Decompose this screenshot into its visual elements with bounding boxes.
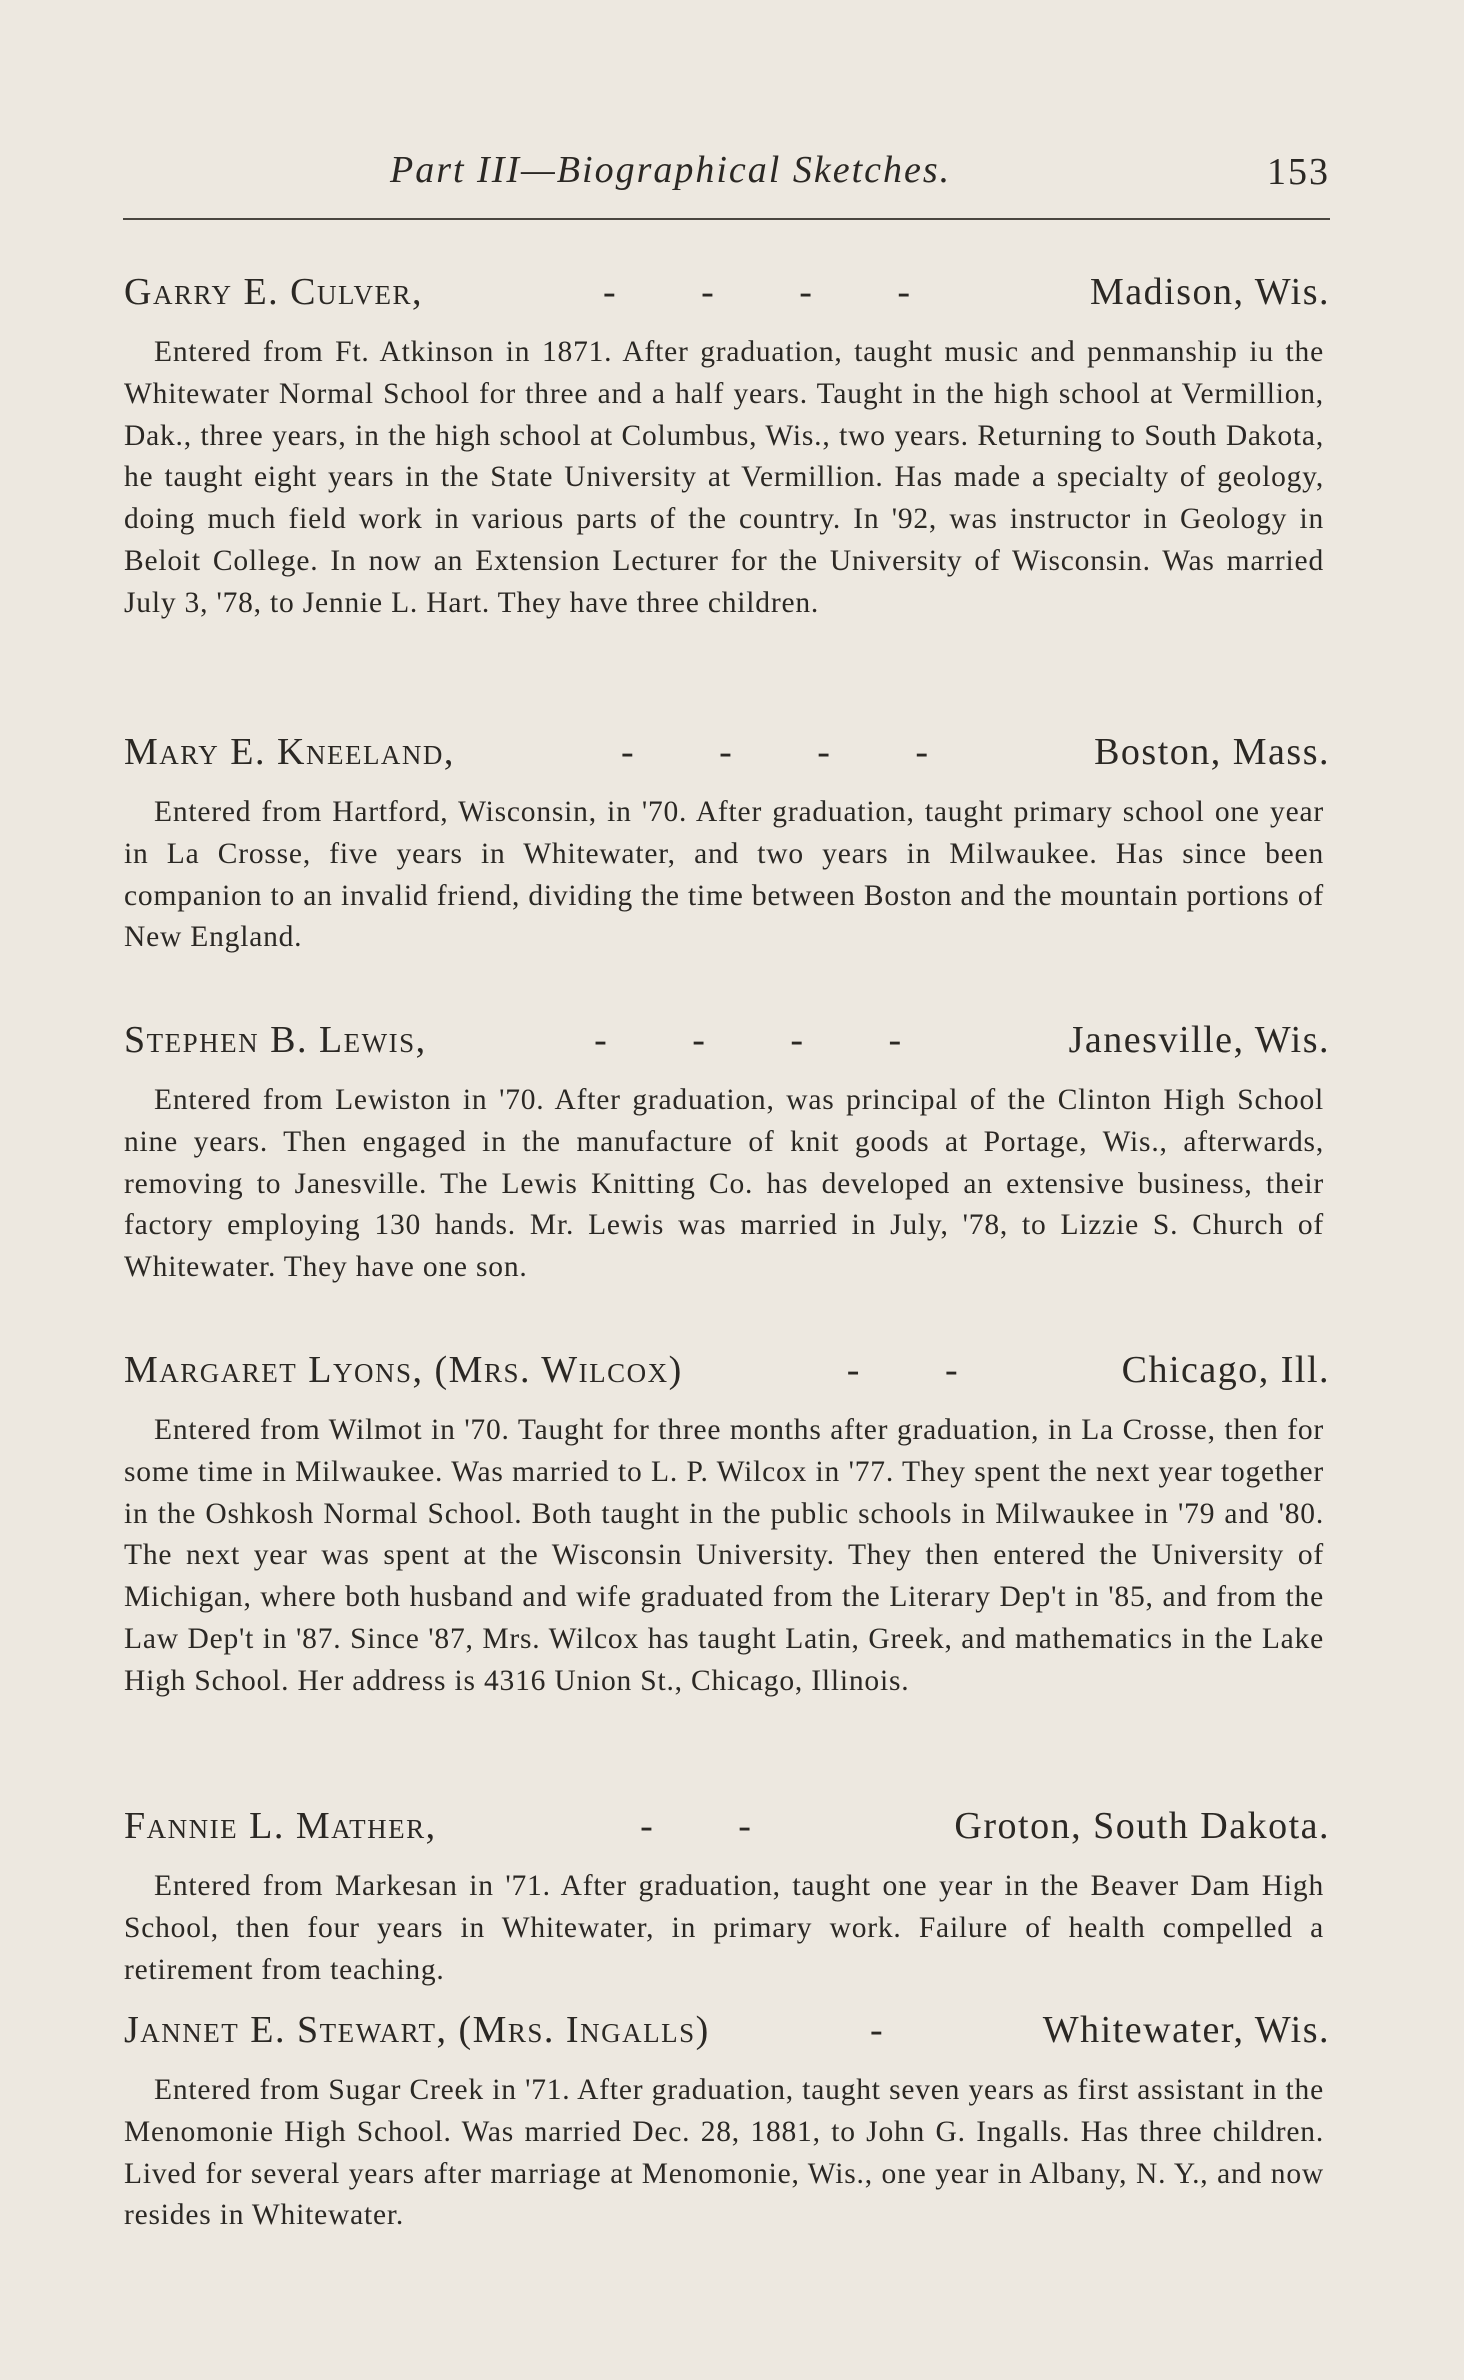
entry-dashes: - - - - (602, 271, 949, 313)
entry-text: Entered from Wilmot in '70. Taught for three months after graduation, in La Crosse, then for some time in Milwaukee. Was married to L. P. Wilcox in '77. They spent the next year together in the Oshkosh Normal School. Both taught in the public schools in Milwaukee in '79 and '80. The next year was spent at the Wisconsin University. They then entered the University of Michigan, where both husband and wife graduated from the Literary Dep't in '85, and from the Law Dep't in '87. Since '87, Mrs. Wilcox has taught Latin, Greek, and mathematics in the Lake High School. Her address is 4316 Union St., Chicago, Illinois. (124, 1414, 1324, 1697)
entry-place: Boston, Mass. (1094, 731, 1330, 773)
entry-place: Janesville, Wis. (1068, 1019, 1330, 1061)
entry-heading (124, 2006, 1330, 2054)
entry-name: Jannet E. Stewart, (Mrs. Ingalls) (124, 2009, 710, 2051)
entry-margaret-lyons (124, 1346, 1330, 1703)
entry-dashes: - - (640, 1805, 789, 1847)
entry-name: Fannie L. Mather, (124, 1805, 437, 1847)
entry-dashes: - (869, 2009, 921, 2051)
entry-heading (124, 1346, 1330, 1394)
entry-jannet-stewart (124, 2006, 1330, 2237)
entry-mary-kneeland (124, 728, 1330, 959)
entry-dashes: - - - - (620, 731, 967, 773)
entry-text: Entered from Lewiston in '70. After graduation, was principal of the Clinton High School nine years. Then engaged in the manufacture of knit goods at Portage, Wis., afterwards, removing to Janesville. The Lewis Knitting Co. has developed an extensive business, their factory employing 130 hands. Mr. Lewis was married in July, '78, to Lizzie S. Church of Whitewater. They have one son. (124, 1084, 1324, 1284)
entry-garry-culver (124, 268, 1330, 625)
entry-heading (124, 268, 1330, 316)
entry-name: Margaret Lyons, (Mrs. Wilcox) (124, 1349, 683, 1391)
entry-text: Entered from Ft. Atkinson in 1871. After graduation, taught music and penmanship iu the Whitewater Normal School for three and a half years. Taught in the high school at Vermillion, Dak., three years, in the high school at Columbus, Wis., two years. Returning to South Dakota, he taught eight years in the State University at Vermillion. Has made a specialty of geology, doing much field work in various parts of the country. In '92, was instructor in Geology in Beloit College. In now an Extension Lecturer for the University of Wisconsin. Was married July 3, '78, to Jennie L. Hart. They have three children. (124, 336, 1324, 619)
entry-name: Garry E. Culver, (124, 271, 424, 313)
entry-place: Whitewater, Wis. (1042, 2009, 1330, 2051)
entry-text: Entered from Markesan in '71. After graduation, taught one year in the Beaver Dam High School, then four years in Whitewater, in primary work. Failure of health compelled a retirement from teaching. (124, 1870, 1324, 1986)
header-rule (123, 218, 1330, 220)
entry-heading (124, 1016, 1330, 1064)
entry-dashes: - - (846, 1349, 996, 1391)
entry-fannie-mather (124, 1802, 1330, 1991)
running-title: Part III—Biographical Sketches. (390, 149, 952, 191)
entry-place: Chicago, Ill. (1121, 1349, 1330, 1391)
page-number: 153 (1267, 151, 1330, 193)
entry-name: Mary E. Kneeland, (124, 731, 455, 773)
running-head (120, 148, 1330, 208)
entry-heading (124, 728, 1330, 776)
entry-name: Stephen B. Lewis, (124, 1019, 427, 1061)
entry-place: Groton, South Dakota. (954, 1805, 1330, 1847)
entry-dashes: - - - - (594, 1019, 940, 1061)
entry-text: Entered from Sugar Creek in '71. After graduation, taught seven years as first assistant in the Menomonie High School. Was married Dec. 28, 1881, to John G. Ingalls. Has three children. Lived for several years after marriage at Menomonie, Wis., one year in Albany, N. Y., and now resides in Whitewater. (124, 2074, 1324, 2232)
entry-stephen-lewis (124, 1016, 1330, 1289)
entry-heading (124, 1802, 1330, 1850)
entry-text: Entered from Hartford, Wisconsin, in '70. After graduation, taught primary school one year in La Crosse, five years in Whitewater, and two years in Milwaukee. Has since been companion to an invalid friend, dividing the time between Boston and the mountain portions of New England. (124, 796, 1324, 954)
entry-place: Madison, Wis. (1089, 271, 1330, 313)
